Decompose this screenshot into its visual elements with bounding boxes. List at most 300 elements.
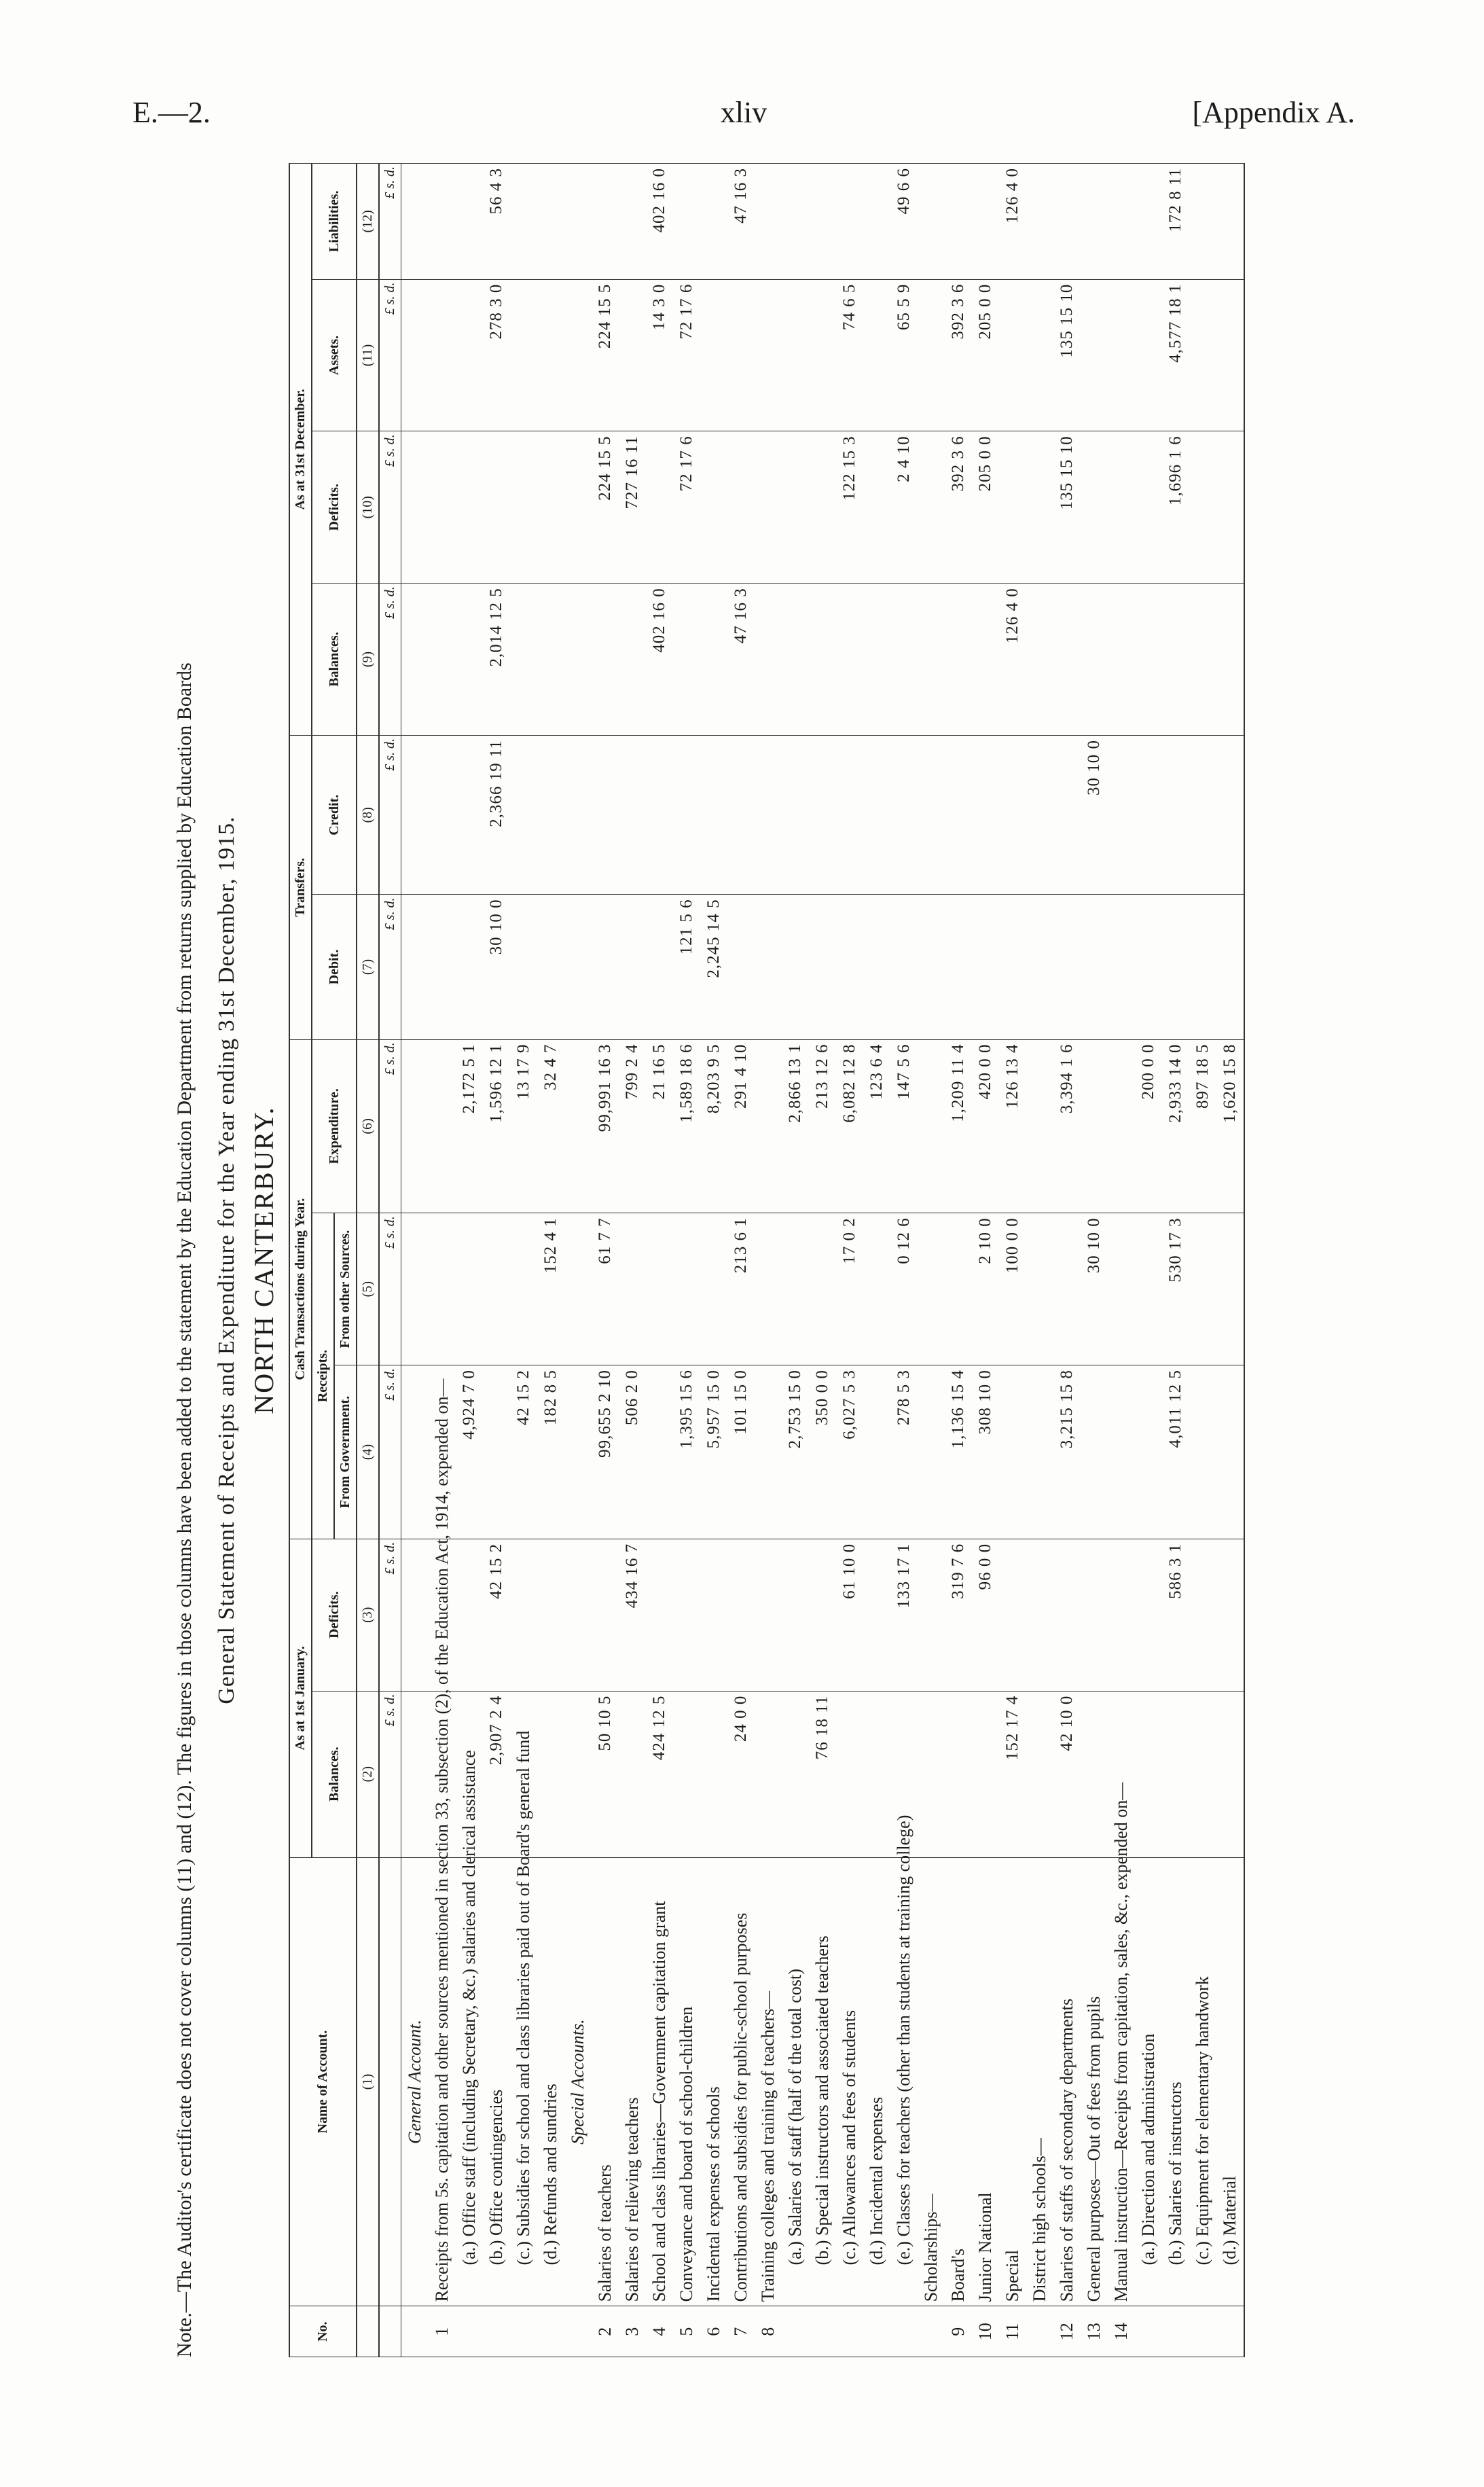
account-name: (a.) Office staff (including Secretary, &c.) salaries and clerical assistance — [456, 1857, 483, 2306]
amount-cell: 99,991 16 3 — [592, 1039, 619, 1213]
account-name: (e.) Classes for teachers (other than students at training college) — [890, 1857, 918, 2306]
row-number: 4 — [646, 2306, 673, 2357]
amount-cell — [619, 1213, 646, 1365]
row-number — [1026, 2306, 1053, 2357]
amount-cell — [863, 279, 890, 431]
header-from-other-sources: From other Sources. — [334, 1213, 357, 1365]
amount-cell: 434 16 7 — [619, 1539, 646, 1691]
amount-cell — [1026, 431, 1053, 584]
account-name: District high schools— — [1026, 1857, 1053, 2306]
amount-cell — [564, 1039, 592, 1213]
amount-cell — [564, 279, 592, 431]
amount-cell — [755, 431, 782, 584]
amount-cell — [863, 735, 890, 894]
amount-cell — [1135, 164, 1162, 280]
amount-cell — [1216, 1365, 1244, 1539]
table-row — [836, 164, 863, 2357]
amount-cell: 152 4 1 — [537, 1213, 564, 1365]
amount-cell — [918, 735, 945, 894]
amount-cell — [700, 1691, 727, 1857]
amount-cell — [809, 164, 836, 280]
account-name: General purposes—Out of fees from pupils — [1081, 1857, 1108, 2306]
page-number: xliv — [720, 96, 767, 129]
amount-cell — [755, 164, 782, 280]
amount-cell — [863, 1365, 890, 1539]
amount-cell — [1108, 279, 1135, 431]
header-credit: Credit. — [312, 735, 357, 894]
row-number — [564, 2306, 592, 2357]
table-row — [999, 164, 1026, 2357]
amount-cell — [755, 1365, 782, 1539]
units-row — [379, 164, 401, 2357]
table-row — [863, 164, 890, 2357]
amount-cell — [945, 895, 972, 1039]
row-number — [1216, 2306, 1244, 2357]
column-number: (8) — [357, 735, 379, 894]
table-row — [537, 164, 564, 2357]
table-row — [918, 164, 945, 2357]
row-number: 2 — [592, 2306, 619, 2357]
amount-cell: 350 0 0 — [809, 1365, 836, 1539]
amount-cell — [401, 1039, 429, 1213]
amount-cell — [1135, 431, 1162, 584]
amount-cell — [673, 1213, 700, 1365]
amount-cell: 530 17 3 — [1162, 1213, 1189, 1365]
account-name: General Account. — [401, 1857, 429, 2306]
amount-cell — [564, 1539, 592, 1691]
account-name: (c.) Allowances and fees of students — [836, 1857, 863, 2306]
column-number: (7) — [357, 895, 379, 1039]
amount-cell: 213 12 6 — [809, 1039, 836, 1213]
amount-cell: 0 12 6 — [890, 1213, 918, 1365]
amount-cell — [999, 895, 1026, 1039]
row-number: 9 — [945, 2306, 972, 2357]
amount-cell — [1189, 164, 1216, 280]
amount-cell: 424 12 5 — [646, 1691, 673, 1857]
amount-cell — [809, 1539, 836, 1691]
amount-cell — [483, 431, 510, 584]
row-number: 5 — [673, 2306, 700, 2357]
amount-cell — [1189, 1213, 1216, 1365]
amount-cell — [1216, 1213, 1244, 1365]
amount-cell — [510, 1539, 537, 1691]
amount-cell — [782, 584, 809, 736]
amount-cell — [564, 584, 592, 736]
table-row — [1081, 164, 1108, 2357]
amount-cell: 3,394 1 6 — [1053, 1039, 1081, 1213]
amount-cell — [1053, 164, 1081, 280]
amount-cell: 56 4 3 — [483, 164, 510, 280]
amount-cell — [1053, 584, 1081, 736]
amount-cell — [918, 1691, 945, 1857]
units-label: £ s. d. — [379, 431, 401, 584]
amount-cell — [809, 735, 836, 894]
amount-cell: 182 8 5 — [537, 1365, 564, 1539]
amount-cell — [1026, 1539, 1053, 1691]
table-row — [673, 164, 700, 2357]
amount-cell: 4,011 12 5 — [1162, 1365, 1189, 1539]
amount-cell: 278 5 3 — [890, 1365, 918, 1539]
amount-cell — [972, 1691, 999, 1857]
statement-rows — [401, 164, 1245, 2357]
amount-cell — [945, 1691, 972, 1857]
amount-cell: 1,620 15 8 — [1216, 1039, 1244, 1213]
header-name: Name of Account. — [289, 1857, 357, 2306]
amount-cell: 21 16 5 — [646, 1039, 673, 1213]
account-name: Contributions and subsidies for public-school purposes — [727, 1857, 755, 2306]
table-row — [1053, 164, 1081, 2357]
auditor-note: Note.—The Auditor's certificate does not cover columns (11) and (12). The figures in those columns have been added to the statement by the Education Department from returns supplied by Education Boards — [173, 662, 196, 2357]
amount-cell — [1053, 895, 1081, 1039]
amount-cell — [945, 735, 972, 894]
column-number: (6) — [357, 1039, 379, 1213]
amount-cell: 101 15 0 — [727, 1365, 755, 1539]
amount-cell: 2,245 14 5 — [700, 895, 727, 1039]
row-number: 12 — [1053, 2306, 1081, 2357]
amount-cell: 122 15 3 — [836, 431, 863, 584]
account-name: Junior National — [972, 1857, 999, 2306]
amount-cell — [401, 895, 429, 1039]
amount-cell — [646, 735, 673, 894]
amount-cell — [401, 1365, 429, 1539]
amount-cell — [809, 431, 836, 584]
amount-cell — [1216, 895, 1244, 1039]
amount-cell: 200 0 0 — [1135, 1039, 1162, 1213]
amount-cell — [564, 895, 592, 1039]
amount-cell: 121 5 6 — [673, 895, 700, 1039]
amount-cell — [401, 735, 429, 894]
table-row — [782, 164, 809, 2357]
column-number: (9) — [357, 584, 379, 736]
amount-cell — [401, 1691, 429, 1857]
amount-cell — [1108, 584, 1135, 736]
amount-cell — [945, 164, 972, 280]
table-row — [755, 164, 782, 2357]
amount-cell — [782, 1691, 809, 1857]
account-name: Conveyance and board of school-children — [673, 1857, 700, 2306]
row-number: 13 — [1081, 2306, 1108, 2357]
amount-cell: 392 3 6 — [945, 279, 972, 431]
account-name: Board's — [945, 1857, 972, 2306]
amount-cell — [673, 1691, 700, 1857]
header-jan: As at 1st January. — [289, 1539, 312, 1857]
amount-cell: 205 0 0 — [972, 279, 999, 431]
amount-cell — [727, 1539, 755, 1691]
amount-cell: 135 15 10 — [1053, 431, 1081, 584]
amount-cell — [646, 1213, 673, 1365]
amount-cell — [700, 735, 727, 894]
amount-cell: 74 6 5 — [836, 279, 863, 431]
table-row — [1189, 164, 1216, 2357]
amount-cell: 6,082 12 8 — [836, 1039, 863, 1213]
amount-cell — [700, 164, 727, 280]
units-label: £ s. d. — [379, 1539, 401, 1691]
units-label: £ s. d. — [379, 279, 401, 431]
amount-cell — [999, 1365, 1026, 1539]
amount-cell — [564, 431, 592, 584]
account-name: Training colleges and training of teachers— — [755, 1857, 782, 2306]
amount-cell: 897 18 5 — [1189, 1039, 1216, 1213]
amount-cell: 47 16 3 — [727, 584, 755, 736]
amount-cell — [700, 279, 727, 431]
amount-cell — [401, 584, 429, 736]
header-no: No. — [289, 2306, 357, 2357]
units-label: £ s. d. — [379, 1365, 401, 1539]
table-row — [890, 164, 918, 2357]
amount-cell — [863, 895, 890, 1039]
amount-cell — [700, 1213, 727, 1365]
row-number — [483, 2306, 510, 2357]
amount-cell — [401, 164, 429, 280]
amount-cell — [429, 279, 456, 431]
amount-cell — [673, 584, 700, 736]
amount-cell: 6,027 5 3 — [836, 1365, 863, 1539]
amount-cell — [782, 164, 809, 280]
amount-cell — [782, 431, 809, 584]
amount-cell: 278 3 0 — [483, 279, 510, 431]
account-name: (a.) Direction and administration — [1135, 1857, 1162, 2306]
amount-cell: 126 13 4 — [999, 1039, 1026, 1213]
units-label: £ s. d. — [379, 1691, 401, 1857]
amount-cell: 2,933 14 0 — [1162, 1039, 1189, 1213]
amount-cell — [1135, 584, 1162, 736]
amount-cell — [863, 584, 890, 736]
table-row — [1108, 164, 1135, 2357]
amount-cell — [619, 164, 646, 280]
amount-cell — [1189, 584, 1216, 736]
amount-cell — [755, 279, 782, 431]
amount-cell — [429, 164, 456, 280]
units-blank — [379, 1857, 401, 2306]
header-debit: Debit. — [312, 895, 357, 1039]
amount-cell: 30 10 0 — [1081, 735, 1108, 894]
units-label: £ s. d. — [379, 735, 401, 894]
row-number — [456, 2306, 483, 2357]
amount-cell — [863, 164, 890, 280]
account-name: Salaries of relieving teachers — [619, 1857, 646, 2306]
amount-cell: 1,696 1 6 — [1162, 431, 1189, 584]
table-row — [592, 164, 619, 2357]
amount-cell — [1081, 279, 1108, 431]
amount-cell — [1108, 1365, 1135, 1539]
amount-cell — [1216, 164, 1244, 280]
amount-cell — [727, 735, 755, 894]
amount-cell — [700, 431, 727, 584]
amount-cell — [429, 1213, 456, 1365]
amount-cell: 30 10 0 — [1081, 1213, 1108, 1365]
amount-cell — [401, 1539, 429, 1691]
table-row — [1135, 164, 1162, 2357]
amount-cell: 152 17 4 — [999, 1691, 1026, 1857]
amount-cell: 76 18 11 — [809, 1691, 836, 1857]
header-deficits-dec: Deficits. — [312, 431, 357, 584]
amount-cell — [972, 895, 999, 1039]
account-name: Receipts from 5s. capitation and other sources mentioned in section 33, subsection (2), of the Education Act, 1914, expended on— — [429, 1857, 456, 2306]
row-number: 6 — [700, 2306, 727, 2357]
table-row — [510, 164, 537, 2357]
amount-cell: 126 4 0 — [999, 164, 1026, 280]
amount-cell — [619, 735, 646, 894]
units-label: £ s. d. — [379, 1213, 401, 1365]
amount-cell — [619, 895, 646, 1039]
amount-cell: 224 15 5 — [592, 279, 619, 431]
amount-cell — [890, 895, 918, 1039]
amount-cell — [456, 1213, 483, 1365]
amount-cell: 2 10 0 — [972, 1213, 999, 1365]
amount-cell — [1026, 164, 1053, 280]
amount-cell: 42 10 0 — [1053, 1691, 1081, 1857]
units-label: £ s. d. — [379, 895, 401, 1039]
amount-cell — [782, 735, 809, 894]
amount-cell: 2,753 15 0 — [782, 1365, 809, 1539]
amount-cell — [1081, 164, 1108, 280]
amount-cell: 5,957 15 0 — [700, 1365, 727, 1539]
amount-cell: 8,203 9 5 — [700, 1039, 727, 1213]
amount-cell — [429, 584, 456, 736]
amount-cell — [456, 895, 483, 1039]
amount-cell — [564, 1691, 592, 1857]
amount-cell — [1053, 1213, 1081, 1365]
amount-cell: 205 0 0 — [972, 431, 999, 584]
column-number: (5) — [357, 1213, 379, 1365]
column-number: (4) — [357, 1365, 379, 1539]
amount-cell — [755, 1691, 782, 1857]
amount-cell: 13 17 9 — [510, 1039, 537, 1213]
amount-cell: 392 3 6 — [945, 431, 972, 584]
amount-cell — [1108, 431, 1135, 584]
amount-cell: 50 10 5 — [592, 1691, 619, 1857]
amount-cell — [1162, 735, 1189, 894]
amount-cell — [918, 1539, 945, 1691]
amount-cell — [836, 1691, 863, 1857]
amount-cell — [945, 1213, 972, 1365]
amount-cell: 2 4 10 — [890, 431, 918, 584]
amount-cell — [1026, 1039, 1053, 1213]
amount-cell — [809, 895, 836, 1039]
header-deficits-jan: Deficits. — [312, 1539, 357, 1691]
amount-cell — [646, 895, 673, 1039]
amount-cell — [836, 164, 863, 280]
amount-cell — [537, 1691, 564, 1857]
amount-cell — [401, 431, 429, 584]
amount-cell — [918, 279, 945, 431]
amount-cell — [727, 279, 755, 431]
header-expenditure: Expenditure. — [312, 1039, 357, 1213]
amount-cell: 4,924 7 0 — [456, 1365, 483, 1539]
amount-cell: 402 16 0 — [646, 584, 673, 736]
header-transfers: Transfers. — [289, 735, 312, 1039]
amount-cell — [510, 584, 537, 736]
amount-cell: 1,596 12 1 — [483, 1039, 510, 1213]
amount-cell — [836, 735, 863, 894]
amount-cell — [510, 1213, 537, 1365]
amount-cell — [999, 1539, 1026, 1691]
amount-cell: 65 5 9 — [890, 279, 918, 431]
amount-cell — [673, 1539, 700, 1691]
amount-cell — [918, 431, 945, 584]
row-number: 11 — [999, 2306, 1026, 2357]
units-blank — [379, 2306, 401, 2357]
amount-cell: 32 4 7 — [537, 1039, 564, 1213]
amount-cell — [646, 1539, 673, 1691]
table-row — [727, 164, 755, 2357]
amount-cell — [1189, 735, 1216, 894]
amount-cell: 72 17 6 — [673, 279, 700, 431]
amount-cell: 1,136 15 4 — [945, 1365, 972, 1539]
amount-cell — [1216, 584, 1244, 736]
amount-cell — [619, 584, 646, 736]
account-name: Special Accounts. — [564, 1857, 592, 2306]
amount-cell: 799 2 4 — [619, 1039, 646, 1213]
account-name: Salaries of teachers — [592, 1857, 619, 2306]
amount-cell — [483, 1365, 510, 1539]
amount-cell — [564, 1213, 592, 1365]
amount-cell — [1189, 1365, 1216, 1539]
amount-cell — [456, 164, 483, 280]
amount-cell — [1216, 735, 1244, 894]
header-from-government: From Government. — [334, 1365, 357, 1539]
row-number — [782, 2306, 809, 2357]
row-number — [1189, 2306, 1216, 2357]
amount-cell: 3,215 15 8 — [1053, 1365, 1081, 1539]
row-number — [836, 2306, 863, 2357]
amount-cell — [1081, 584, 1108, 736]
amount-cell: 2,172 5 1 — [456, 1039, 483, 1213]
amount-cell — [592, 164, 619, 280]
rotated-statement-sheet — [173, 163, 1355, 2357]
amount-cell — [700, 1539, 727, 1691]
account-name: (a.) Salaries of staff (half of the total cost) — [782, 1857, 809, 2306]
table-row — [1026, 164, 1053, 2357]
row-number: 3 — [619, 2306, 646, 2357]
amount-cell — [1108, 1539, 1135, 1691]
amount-cell — [592, 584, 619, 736]
table-row — [456, 164, 483, 2357]
table-row — [401, 164, 429, 2357]
amount-cell — [700, 584, 727, 736]
amount-cell — [1108, 895, 1135, 1039]
amount-cell — [782, 895, 809, 1039]
account-name: School and class libraries—Government capitation grant — [646, 1857, 673, 2306]
amount-cell — [836, 895, 863, 1039]
amount-cell — [863, 1691, 890, 1857]
table-row — [972, 164, 999, 2357]
header-balances-dec: Balances. — [312, 584, 357, 736]
account-name: Incidental expenses of schools — [700, 1857, 727, 2306]
row-number — [918, 2306, 945, 2357]
amount-cell — [429, 895, 456, 1039]
amount-cell — [673, 735, 700, 894]
amount-cell — [1135, 1691, 1162, 1857]
table-row — [429, 164, 456, 2357]
row-number: 1 — [429, 2306, 456, 2357]
amount-cell — [537, 279, 564, 431]
amount-cell: 2,014 12 5 — [483, 584, 510, 736]
amount-cell — [1189, 279, 1216, 431]
account-name: (b.) Office contingencies — [483, 1857, 510, 2306]
amount-cell: 727 16 11 — [619, 431, 646, 584]
amount-cell — [755, 1213, 782, 1365]
amount-cell — [401, 279, 429, 431]
amount-cell: 126 4 0 — [999, 584, 1026, 736]
amount-cell — [755, 735, 782, 894]
amount-cell — [537, 584, 564, 736]
amount-cell: 2,907 2 4 — [483, 1691, 510, 1857]
account-name: (d.) Incidental expenses — [863, 1857, 890, 2306]
amount-cell — [1108, 1213, 1135, 1365]
amount-cell — [782, 279, 809, 431]
row-number: 10 — [972, 2306, 999, 2357]
